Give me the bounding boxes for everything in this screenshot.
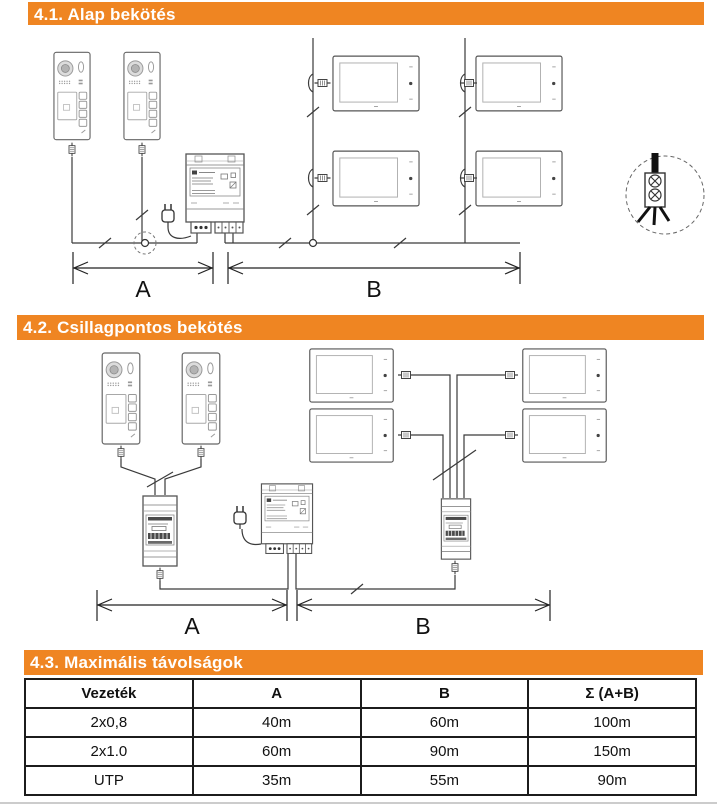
indoor-monitor: [310, 409, 393, 462]
wire-connector-icon: [315, 80, 331, 87]
dimension-b-label: B: [366, 276, 382, 302]
table-cell: 90m: [528, 766, 696, 795]
door-station: [54, 52, 90, 139]
wire-connector-icon: [69, 143, 75, 157]
table-cell: 90m: [361, 737, 529, 766]
video-distributor: [143, 496, 177, 566]
section-title: 4.2. Csillagpontos bekötés: [23, 318, 243, 337]
door-station: [182, 353, 220, 444]
video-distributor: [441, 499, 470, 559]
power-plug-icon: [234, 506, 246, 529]
dimension-b-label: B: [415, 613, 431, 639]
table-cell: 150m: [528, 737, 696, 766]
section-title: 4.3. Maximális távolságok: [30, 653, 243, 672]
section-header-basic-wiring: [28, 2, 704, 25]
wire-connector-icon: [157, 568, 163, 582]
wire-connector-icon: [315, 175, 331, 182]
table-cell: 60m: [361, 708, 529, 737]
table-cell: 2x0,8: [25, 708, 193, 737]
wire-connector-icon: [502, 372, 518, 379]
wire-connector-icon: [398, 432, 414, 439]
door-station: [124, 52, 160, 139]
wire-connector-icon: [461, 80, 477, 87]
junction-node: [310, 240, 317, 247]
wire-connector-icon: [461, 175, 477, 182]
wire-connector-icon: [398, 372, 414, 379]
cable-detail-circle: [626, 153, 704, 234]
indoor-monitor: [523, 409, 606, 462]
table-header-cable: Vezeték: [25, 679, 193, 708]
table-cell: 40m: [193, 708, 361, 737]
table-cell: 55m: [361, 766, 529, 795]
table-header-row: [25, 679, 696, 708]
table-cell: 60m: [193, 737, 361, 766]
wire-connector-icon: [452, 561, 458, 575]
diagram-basic-wiring: [0, 25, 717, 315]
section-title: 4.1. Alap bekötés: [34, 5, 176, 24]
distances-table: [24, 678, 697, 796]
dimension-a-label: A: [135, 276, 151, 302]
power-supply-unit: [261, 484, 312, 554]
door-station: [102, 353, 140, 444]
wire-connector-icon: [118, 446, 124, 460]
table-cell: 35m: [193, 766, 361, 795]
table-cell: UTP: [25, 766, 193, 795]
section-header-star-wiring: [17, 315, 704, 340]
table-row: [25, 708, 696, 737]
junction-node: [142, 240, 149, 247]
indoor-monitor: [333, 151, 419, 206]
table-header-b: B: [361, 679, 529, 708]
wire-connector-icon: [502, 432, 518, 439]
indoor-monitor: [523, 349, 606, 402]
wire-connector-icon: [139, 143, 145, 157]
page-edge-divider: [0, 802, 717, 804]
table-cell: 2x1.0: [25, 737, 193, 766]
wire-connector-icon: [198, 446, 204, 460]
indoor-monitor: [310, 349, 393, 402]
table-header-sum: Σ (A+B): [528, 679, 696, 708]
diagram-star-wiring: [0, 345, 717, 645]
power-supply-unit: [186, 154, 244, 233]
indoor-monitor: [333, 56, 419, 111]
table-row: [25, 737, 696, 766]
table-row: [25, 766, 696, 795]
section-header-max-distances: [24, 650, 703, 675]
indoor-monitor: [476, 56, 562, 111]
table-cell: 100m: [528, 708, 696, 737]
power-plug-icon: [162, 204, 174, 227]
dimension-a-label: A: [184, 613, 200, 639]
table-header-a: A: [193, 679, 361, 708]
indoor-monitor: [476, 151, 562, 206]
